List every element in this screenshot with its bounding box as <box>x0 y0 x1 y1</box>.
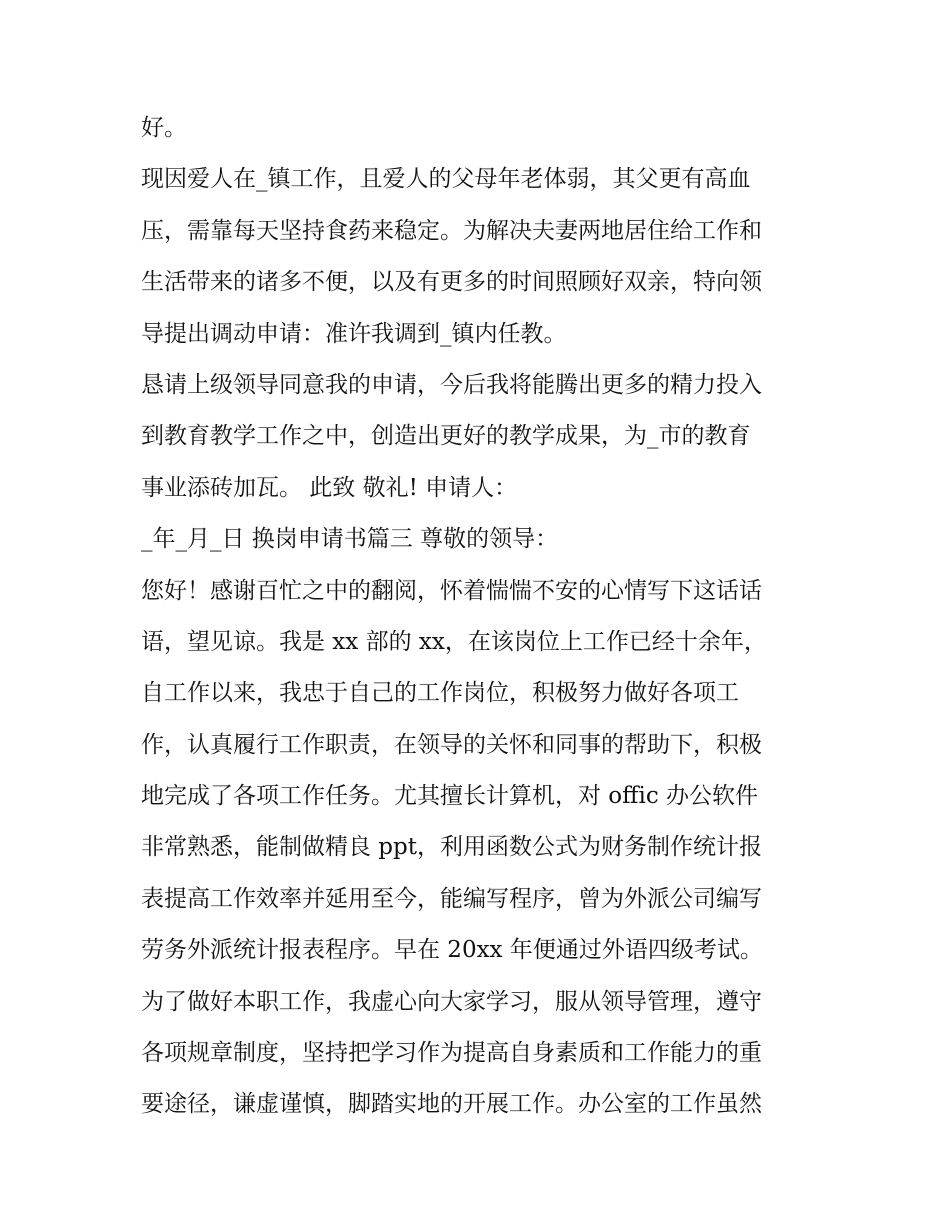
text-line: 到教育教学工作之中，创造出更好的教学成果，为_市的教育 <box>141 423 751 450</box>
text-line: 好。 <box>141 115 187 141</box>
text-line: 事业添砖加瓦。 此致 敬礼! 申请人： <box>141 474 518 501</box>
text-line: 地完成了各项工作任务。尤其擅长计算机，对 offic 办公软件 <box>141 783 759 810</box>
text-line: _年_月_日 换岗申请书篇三 尊敬的领导： <box>141 526 559 553</box>
text-line: 您好！感谢百忙之中的翻阅，怀着惴惴不安的心情写下这话话 <box>141 577 762 604</box>
text-line: 压，需靠每天坚持食药来稳定。为解决夫妻两地居住给工作和 <box>141 217 762 244</box>
text-line: 为了做好本职工作，我虚心向大家学习，服从领导管理，遵守 <box>141 988 762 1015</box>
text-line: 要途径，谦虚谨慎，脚踏实地的开展工作。办公室的工作虽然 <box>141 1091 762 1118</box>
text-line: 作，认真履行工作职责，在领导的关怀和同事的帮助下，积极 <box>141 731 762 758</box>
text-line: 现因爱人在_镇工作，且爱人的父母年老体弱，其父更有高血 <box>141 166 751 193</box>
document-body <box>141 105 821 1133</box>
text-line: 语，望见谅。我是 xx 部的 xx，在该岗位上工作已经十余年， <box>141 628 767 655</box>
text-line: 表提高工作效率并延用至今，能编写程序，曾为外派公司编写 <box>141 885 762 912</box>
text-line: 自工作以来，我忠于自己的工作岗位，积极努力做好各项工 <box>141 680 739 707</box>
text-line: 非常熟悉，能制做精良 ppt，利用函数公式为财务制作统计报 <box>141 834 762 861</box>
text-line: 各项规章制度，坚持把学习作为提高自身素质和工作能力的重 <box>141 1040 762 1067</box>
text-line: 恳请上级领导同意我的申请，今后我将能腾出更多的精力投入 <box>141 371 762 398</box>
text-line: 生活带来的诸多不便，以及有更多的时间照顾好双亲，特向领 <box>141 269 762 296</box>
text-line: 导提出调动申请：准许我调到_镇内任教。 <box>141 320 567 347</box>
text-line: 劳务外派统计报表程序。早在 20xx 年便通过外语四级考试。 <box>141 937 763 964</box>
